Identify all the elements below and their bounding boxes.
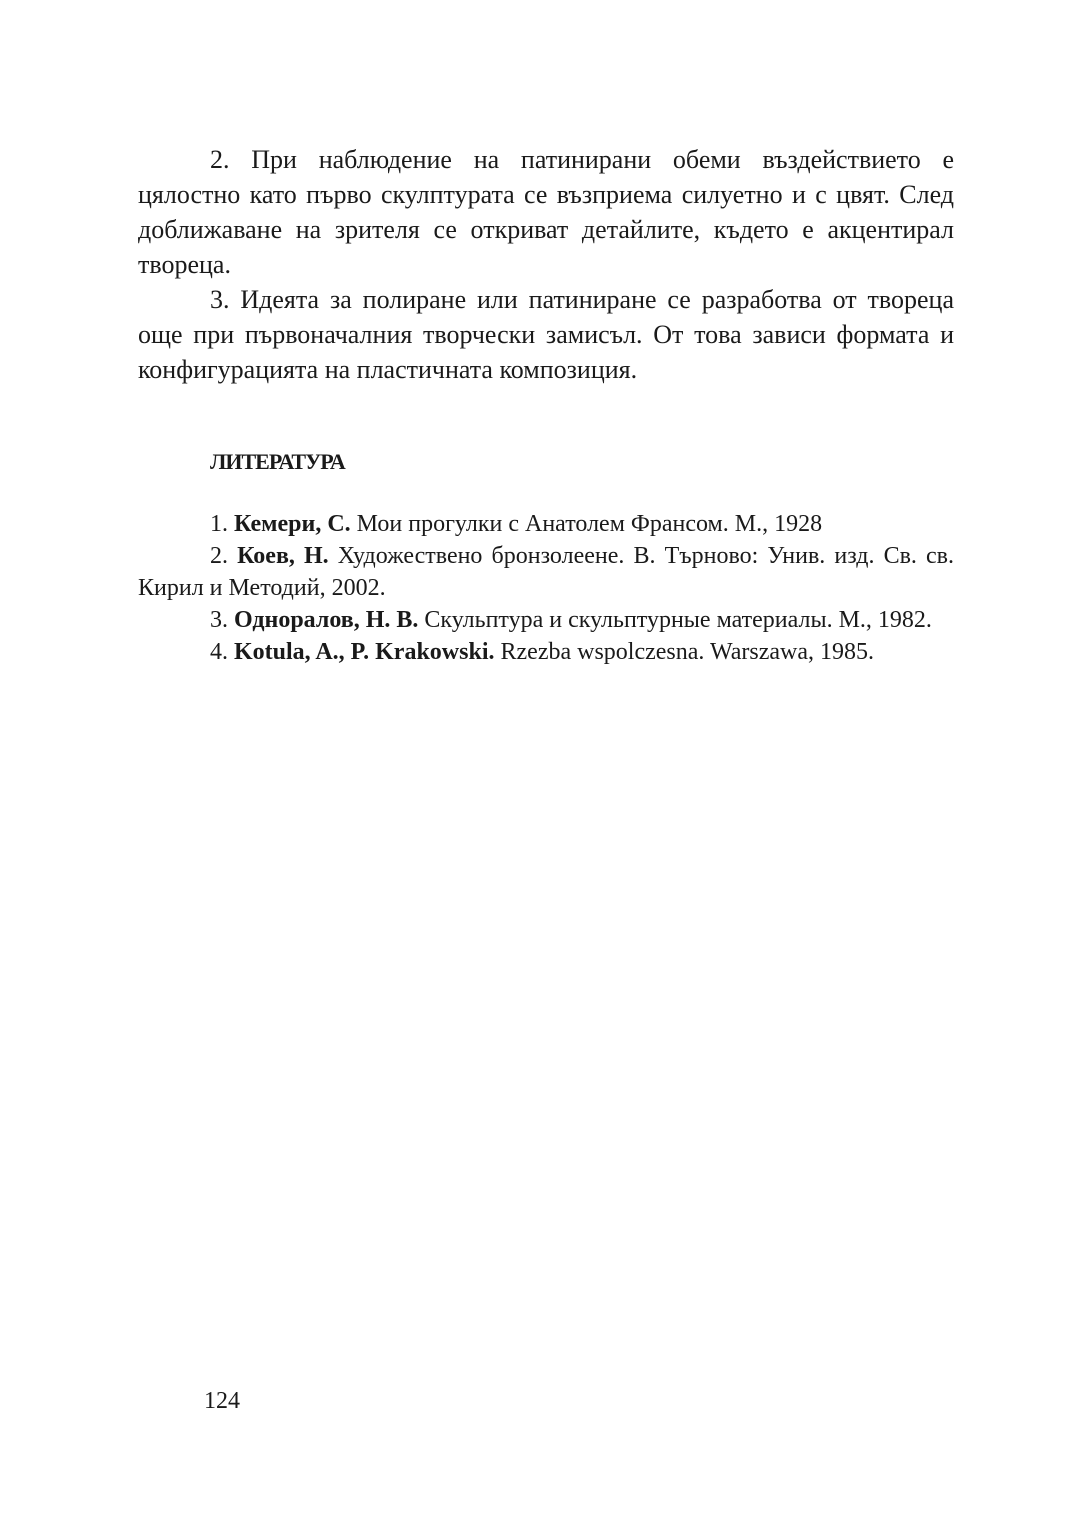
- reference-number: 3.: [210, 607, 228, 633]
- reference-item: [138, 604, 954, 636]
- references-heading: ЛИТЕРАТУРА: [210, 449, 345, 474]
- reference-item: [138, 508, 954, 540]
- reference-number: 4.: [210, 639, 228, 665]
- reference-details: Мои прогулки с Анатолем Франсом. М., 1928: [356, 511, 823, 537]
- reference-details: Скульптура и скульптурные материалы. М., 1982.: [424, 607, 932, 633]
- references-list: [138, 508, 954, 668]
- page-number: 124: [204, 1388, 240, 1414]
- reference-author: Коев, Н.: [237, 543, 329, 569]
- paragraph-2: 2. При наблюдение на патинирани обеми въздействието е цялостно като първо скулптурата се възприема силуетно и с цвят. След доближаване на зрителя се откриват детайлите, където е акцентирал твореца.: [138, 145, 954, 279]
- reference-number: 2.: [210, 543, 228, 569]
- reference-author: Одноралов, Н. В.: [234, 607, 419, 633]
- reference-details: Rzezba wspolczesna. Warszawa, 1985.: [500, 639, 874, 665]
- reference-item: [138, 540, 954, 604]
- reference-details: Художествено бронзолеене. В. Търново: Унив. изд. Св. св. Кирил и Методий, 2002.: [138, 543, 954, 601]
- paragraph-3: 3. Идеята за полиране или патиниране се разработва от твореца още при първоначалния творчески замисъл. От това зависи формата и конфигурацията на пластичната композиция.: [138, 285, 954, 384]
- reference-author: Kotula, A., P. Krakowski.: [234, 639, 495, 665]
- reference-number: 1.: [210, 511, 228, 537]
- reference-item: [138, 636, 954, 668]
- reference-author: Кемери, С.: [234, 511, 351, 537]
- body-text: [138, 142, 954, 387]
